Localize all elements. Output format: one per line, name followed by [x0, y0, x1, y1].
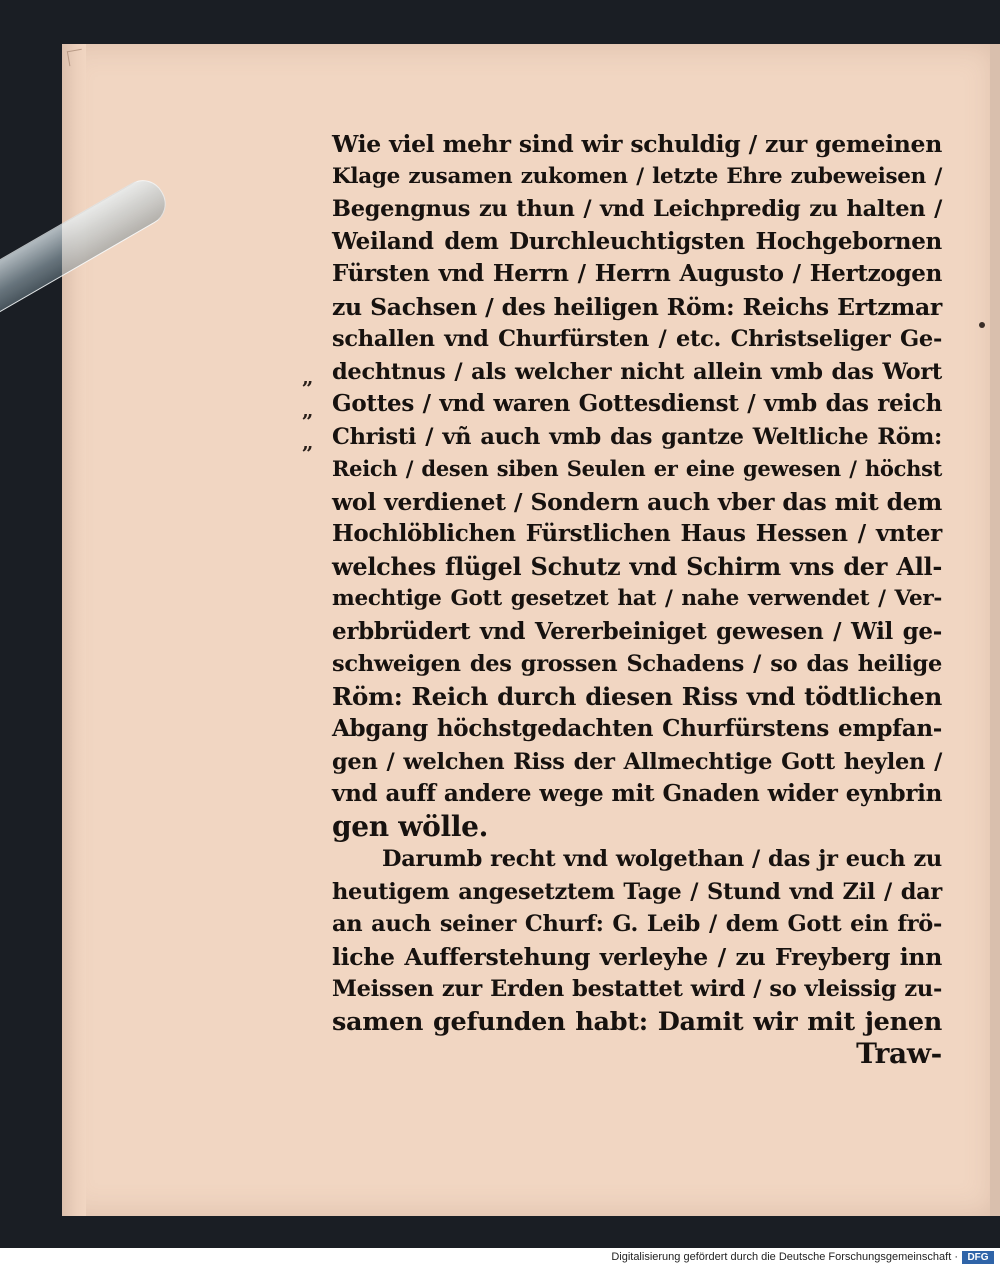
text-line: Begengnus zu thun / vnd Leichpredig zu halten /	[332, 196, 942, 222]
paragraph-start-line: Darumb recht vnd wolgethan / das jr euch zu	[382, 846, 942, 872]
margin-quote-mark: „	[302, 430, 314, 454]
text-line: an auch seiner Churf: G. Leib / dem Gott ein frö-	[332, 911, 942, 937]
text-line: erbbrüdert vnd Vererbeiniget gewesen / Wil ge-	[332, 617, 942, 645]
text-line: gen / welchen Riss der Allmechtige Gott heylen /	[332, 748, 942, 775]
text-line: welches flügel Schutz vnd Schirm vns der All-	[332, 551, 942, 581]
text-line: Meissen zur Erden bestattet wird / so vleissig zu-	[332, 976, 942, 1002]
text-line: liche Aufferstehung verleyhe / zu Freyberg inn	[332, 942, 942, 971]
text-line: dechtnus / als welcher nicht allein vmb das Wort	[332, 358, 942, 385]
text-line: Christi / vñ auch vmb das gantze Weltliche Röm:	[332, 423, 942, 450]
text-line: Reich / desen siben Seulen er eine gewesen / höchst	[332, 456, 942, 481]
text-line: Röm: Reich durch diesen Riss vnd tödtlichen	[332, 681, 942, 711]
text-line: Fürsten vnd Herrn / Herrn Augusto / Hertzogen	[332, 260, 942, 287]
text-line: Klage zusamen zukomen / letzte Ehre zubeweisen /	[332, 163, 942, 189]
text-line: vnd auff andere wege mit Gnaden wider eynbrin	[332, 780, 942, 807]
text-line: Weiland dem Durchleuchtigsten Hochgebornen	[332, 227, 942, 255]
text-line: zu Sachsen / des heiligen Röm: Reichs Ertzmar	[332, 292, 942, 321]
dfg-logo: DFG	[962, 1251, 994, 1264]
text-line: schweigen des grossen Schadens / so das heilige	[332, 651, 942, 677]
text-line: gen wölle.	[332, 809, 489, 843]
text-line: mechtige Gott gesetzet hat / nahe verwendet / Ver-	[332, 586, 942, 611]
main-text-block	[332, 128, 942, 1071]
text-line: Abgang höchstgedachten Churfürstens empfan-	[332, 715, 942, 742]
page-corner-fold	[67, 49, 84, 66]
margin-dot	[979, 322, 985, 328]
text-line: heutigem angesetztem Tage / Stund vnd Zil / dar	[332, 878, 942, 905]
text-line: Hochlöblichen Fürstlichen Haus Hessen / vnter	[332, 520, 942, 547]
text-line: schallen vnd Churfürsten / etc. Christseliger Ge-	[332, 326, 942, 352]
text-line: wol verdienet / Sondern auch vber das mit dem	[332, 487, 942, 516]
page-right-edge	[990, 44, 1000, 1216]
text-line: Wie viel mehr sind wir schuldig / zur gemeinen	[332, 130, 942, 158]
funding-credit: Digitalisierung gefördert durch die Deutsche Forschungsgemeinschaft ·	[611, 1251, 958, 1263]
margin-quote-mark: „	[302, 398, 314, 422]
margin-quote-mark: „	[302, 365, 314, 389]
text-line: Gottes / vnd waren Gottesdienst / vmb das reich	[332, 390, 942, 417]
catchword: Traw-	[856, 1037, 942, 1070]
text-line: samen gefunden habt: Damit wir mit jenen	[332, 1006, 942, 1037]
